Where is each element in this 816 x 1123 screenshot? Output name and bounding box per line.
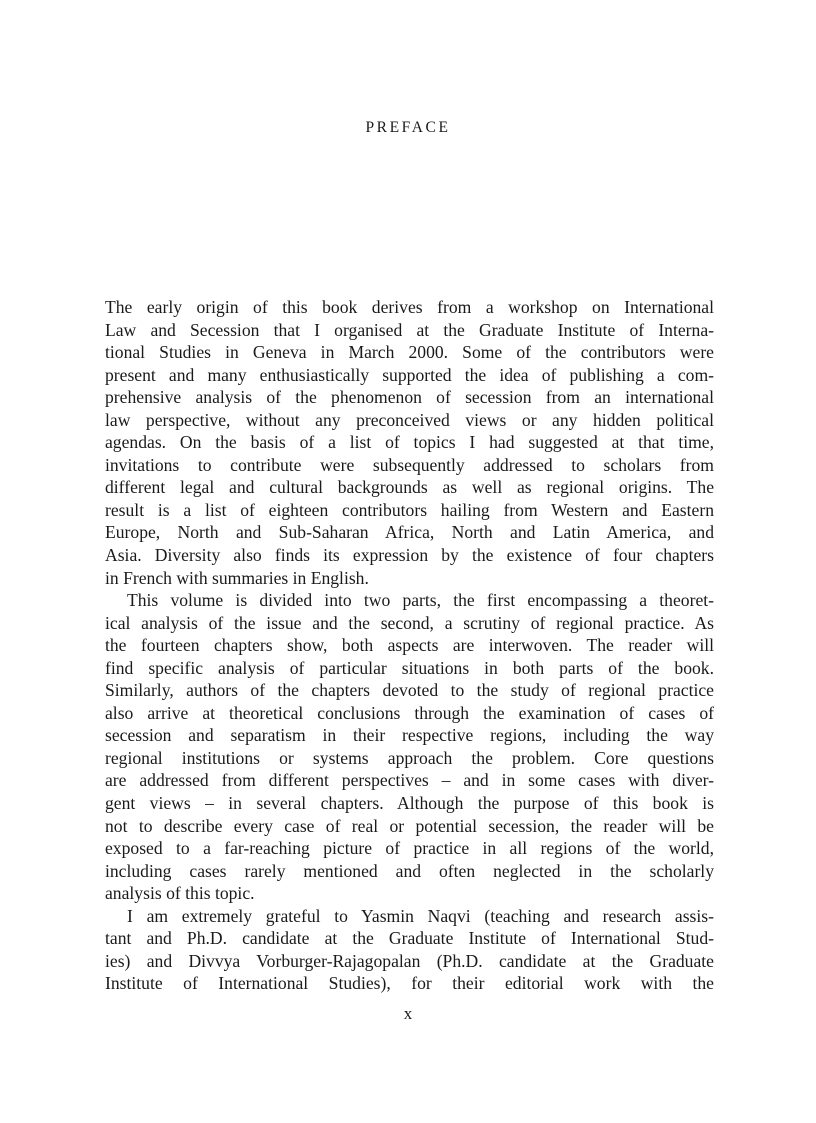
text-line: I am extremely grateful to Yasmin Naqvi (teaching and research assis- [127,905,714,926]
text-line: Europe, North and Sub-Saharan Africa, North and Latin America, and [105,522,714,543]
text-line: Similarly, authors of the chapters devoted to the study of regional practice [105,680,714,701]
text-line: analysis of this topic. [105,883,255,904]
text-line: secession and separatism in their respective regions, including the way [105,725,714,746]
text-line: not to describe every case of real or potential secession, the reader will be [105,815,714,836]
text-line: gent views – in several chapters. Although the purpose of this book is [105,793,714,814]
text-line: agendas. On the basis of a list of topics I had suggested at that time, [105,432,714,453]
text-line: ical analysis of the issue and the second, a scrutiny of regional practice. As [105,612,714,633]
text-line: different legal and cultural backgrounds as well as regional origins. The [105,477,714,498]
text-line: Law and Secession that I organised at the Graduate Institute of Interna- [105,319,714,340]
text-line: This volume is divided into two parts, the first encompassing a theoret- [127,590,714,611]
text-line: are addressed from different perspectives – and in some cases with diver- [105,770,714,791]
text-line: regional institutions or systems approach the problem. Core questions [105,747,714,768]
page-title: PREFACE [365,119,451,136]
text-line: in French with summaries in English. [105,567,369,588]
text-line: the fourteen chapters show, both aspects are interwoven. The reader will [105,635,714,656]
text-line: present and many enthusiastically supported the idea of publishing a com- [105,364,714,385]
text-line: Asia. Diversity also finds its expression by the existence of four chapters [105,545,714,566]
text-line: tional Studies in Geneva in March 2000. Some of the contributors were [105,342,714,363]
text-line: find specific analysis of particular situations in both parts of the book. [105,657,714,678]
text-line: Institute of International Studies), for their editorial work with the [105,973,714,994]
text-line: law perspective, without any preconceived views or any hidden political [105,409,714,430]
text-line: also arrive at theoretical conclusions through the examination of cases of [105,702,714,723]
text-line: result is a list of eighteen contributors hailing from Western and Eastern [105,499,714,520]
preface-body [105,296,714,995]
text-line: including cases rarely mentioned and often neglected in the scholarly [105,860,714,881]
text-line: tant and Ph.D. candidate at the Graduate Institute of International Stud- [105,928,714,949]
text-line: ies) and Divvya Vorburger-Rajagopalan (Ph.D. candidate at the Graduate [105,950,714,971]
page-number: x [403,1004,413,1023]
text-line: invitations to contribute were subsequently addressed to scholars from [105,454,714,475]
text-line: prehensive analysis of the phenomenon of secession from an international [105,387,714,408]
text-line: exposed to a far-reaching picture of practice in all regions of the world, [105,838,714,859]
text-line: The early origin of this book derives from a workshop on International [105,297,714,317]
